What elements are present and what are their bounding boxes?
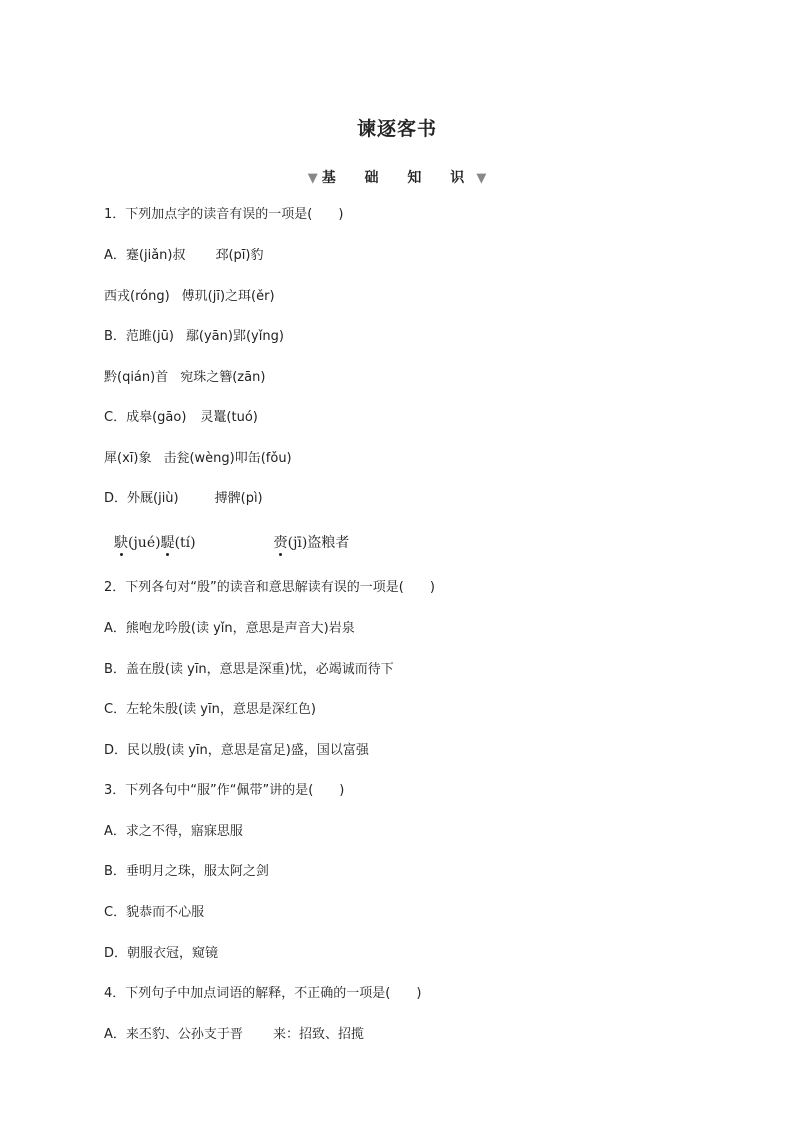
q2-option-d: D．民以殷(读 yīn，意思是富足)盛，国以富强	[104, 743, 369, 758]
triangle-down-icon: ▼	[476, 171, 487, 186]
q1-b-item3: 黔(qián)首	[104, 370, 169, 385]
q1-c-item3: 犀(xī)象	[104, 451, 152, 466]
q1-option-d-line2	[114, 534, 349, 552]
q1-c-item1: 成皋(gāo)	[126, 410, 187, 425]
q1-d-item4-rest: (jī)盗粮者	[287, 535, 350, 551]
q1-option-a-prefix: A．	[104, 248, 126, 263]
q1-d-item1: 外厩(jiù)	[127, 491, 179, 506]
q1-d-item2: 搏髀(pì)	[214, 491, 263, 506]
q1-a-item4: 傅玑(jī)之珥(ěr)	[181, 289, 275, 304]
q4-a-gloss: 来：招致、招揽	[272, 1027, 364, 1042]
q4-option-a	[104, 1026, 364, 1044]
q1-option-b-prefix: B．	[104, 329, 126, 344]
q1-a-item2: 邳(pī)豹	[215, 248, 264, 263]
page-title: 谏逐客书	[356, 118, 437, 140]
q1-option-b-line1	[104, 328, 284, 346]
q1-b-item2: 鄢(yān)郢(yǐng)	[185, 329, 284, 344]
q4-option-a-prefix: A．	[104, 1027, 126, 1042]
q3-option-c: C．貌恭而不心服	[104, 905, 205, 920]
q1-b-item1: 范雎(jū)	[125, 329, 174, 344]
q1-c-item2: 灵鼍(tuó)	[200, 410, 258, 425]
q3-option-d: D．朝服衣冠，窥镜	[104, 946, 219, 961]
q1-d-pinyin: (jué)	[128, 535, 161, 551]
q1-option-c-line2	[104, 450, 292, 468]
q1-stem: 1．下列加点字的读音有误的一项是( )	[104, 207, 344, 222]
section-header	[0, 167, 794, 187]
q1-option-a-line2	[104, 288, 275, 306]
triangle-down-icon: ▼	[307, 171, 318, 186]
q1-a-item1: 蹇(jiǎn)叔	[125, 248, 186, 263]
q1-option-d-prefix: D．	[104, 491, 128, 506]
section-label: 基 础 知 识	[321, 170, 477, 186]
q1-option-c-line1	[104, 409, 258, 427]
q3-option-b: B．垂明月之珠，服太阿之剑	[104, 864, 269, 879]
q2-option-a: A．熊咆龙吟殷(读 yǐn，意思是声音大)岩泉	[104, 621, 355, 636]
q3-option-a: A．求之不得，寤寐思服	[104, 824, 243, 839]
q2-stem: 2．下列各句对“殷”的读音和意思解读有误的一项是( )	[104, 580, 435, 595]
q1-d-dotted-char: 駃	[114, 535, 128, 551]
q1-option-a-line1	[104, 247, 264, 265]
q3-stem: 3．下列各句中“服”作“佩带”讲的是( )	[104, 783, 345, 798]
q1-c-item4: 击瓮(wèng)叩缶(fǒu)	[163, 451, 292, 466]
q4-a-text: 丕豹、公孙支于晋	[138, 1027, 243, 1042]
q1-option-c-prefix: C．	[104, 410, 127, 425]
q1-a-item3: 西戎(róng)	[104, 289, 170, 304]
q2-option-c: C．左轮朱殷(读 yīn，意思是深红色)	[104, 702, 316, 717]
q1-option-b-line2	[104, 369, 265, 387]
q1-d-dotted-char: 騠	[160, 535, 175, 551]
q4-a-keyword: 来	[125, 1027, 139, 1042]
q4-stem: 4．下列句子中加点词语的解释，不正确的一项是( )	[104, 986, 422, 1001]
q1-b-item4: 宛珠之簪(zān)	[180, 370, 266, 385]
q2-option-b: B．盖在殷(读 yīn，意思是深重)忧，必竭诚而待下	[104, 662, 394, 677]
q1-option-d-line1	[104, 490, 263, 508]
q1-d-pinyin: (tí)	[174, 535, 196, 551]
q1-d-dotted-char: 赍	[273, 535, 288, 551]
